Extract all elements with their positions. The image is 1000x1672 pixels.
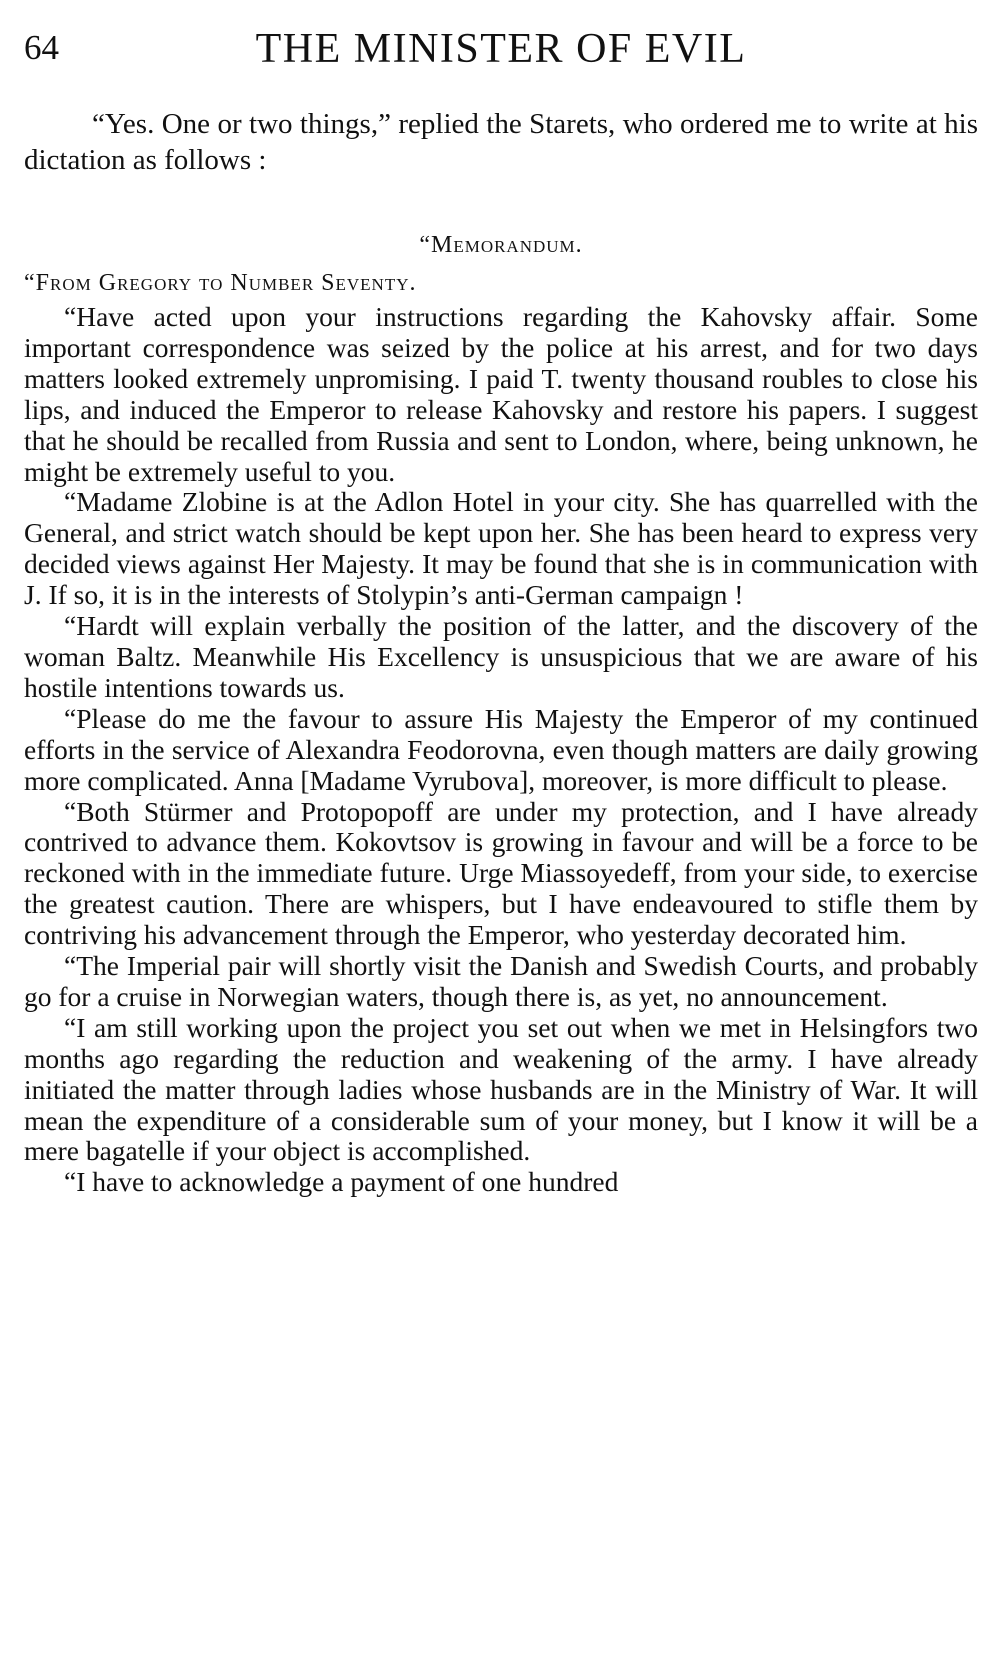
intro-paragraph: “Yes. One or two things,” replied the Starets, who ordered me to write at his dictation as follows : xyxy=(24,108,978,176)
memo-body xyxy=(24,302,978,1198)
memo-paragraph: “I have to acknowledge a payment of one hundred xyxy=(64,1166,619,1198)
memo-paragraph: “Please do me the favour to assure His Majesty the Emperor of my continued efforts in the service of Alexandra Feodorovna, even though matters are daily growing more complicated. Anna [Madame Vyrubova], moreover, is more difficult to please. xyxy=(24,702,978,796)
memo-paragraph: “Have acted upon your instructions regarding the Kahovsky affair. Some important correspondence was seized by the police at his arrest, and for two days matters looked extremely unpromising. I paid T. twenty thousand roubles to close his lips, and induced the Emperor to release Kahovsky and restore his papers. I suggest that he should be recalled from Russia and sent to London, where, being unknown, he might be extremely useful to you. xyxy=(24,301,978,487)
running-title: THE MINISTER OF EVIL xyxy=(255,26,747,72)
memo-paragraph: “The Imperial pair will shortly visit the Danish and Swedish Courts, and probably go for a cruise in Norwegian waters, though there is, as yet, no announcement. xyxy=(24,950,978,1012)
memo-heading: “Memorandum. xyxy=(419,232,583,258)
page-number: 64 xyxy=(24,28,59,67)
memo-paragraph: “Hardt will explain verbally the position of the latter, and the discovery of the woman Baltz. Meanwhile His Excellency is unsuspicious that we are aware of his hostile intentions towards us. xyxy=(24,610,978,703)
page-header xyxy=(24,18,978,78)
memo-paragraph: “I am still working upon the project you set out when we met in Helsingfors two months ago regarding the reduction and weakening of the army. I have already initiated the matter through ladies whose husbands are in the Ministry of War. It will mean the expenditure of a considerable sum of your money, but I know it will be a mere bagatelle if your object is accomplished. xyxy=(24,1011,978,1167)
memo-paragraph: “Both Stürmer and Protopopoff are under my protection, and I have already contrived to advance them. Kokovtsov is growing in favour and will be a force to be reckoned with in the immediate future. Urge Miassoyedeff, from your side, to exercise the greatest caution. There are whispers, but I have endeavoured to stifle them by contriving his advancement through the Emperor, who yesterday decorated him. xyxy=(24,795,978,951)
memo-from-line: “From Gregory to Number Seventy. xyxy=(24,270,417,296)
memo-paragraph: “Madame Zlobine is at the Adlon Hotel in your city. She has quarrelled with the General, and strict watch should be kept upon her. She has been heard to express very decided views against Her Majesty. It may be found that she is in communication with J. If so, it is in the interests of Stolypin’s anti-German campaign ! xyxy=(24,486,978,611)
